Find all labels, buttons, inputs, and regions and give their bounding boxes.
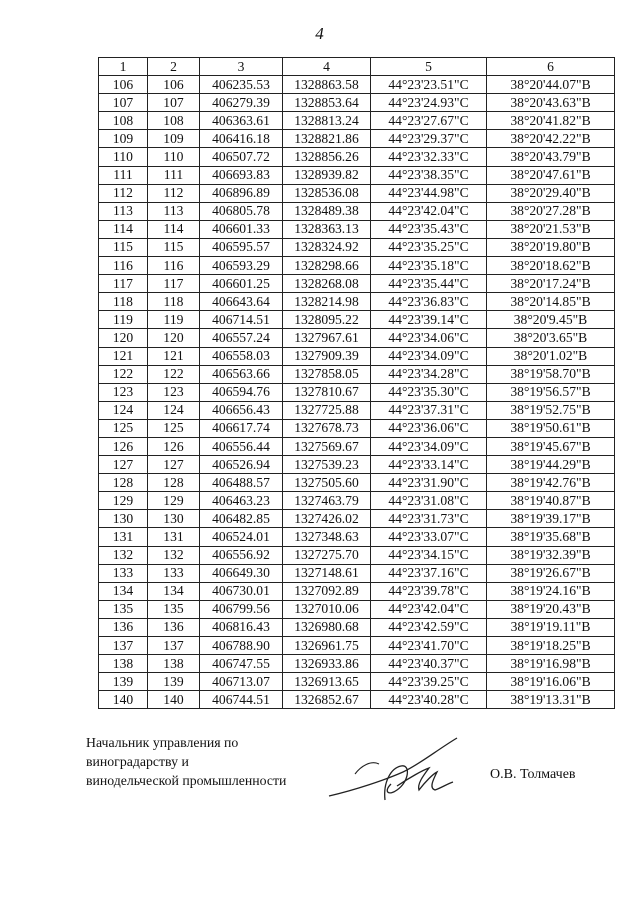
table-cell: 126 <box>148 437 200 455</box>
table-cell: 1327539.23 <box>283 456 371 474</box>
table-cell: 132 <box>99 546 148 564</box>
table-row <box>99 311 615 329</box>
table-row <box>99 238 615 256</box>
handwritten-signature <box>325 730 500 810</box>
table-cell: 406557.24 <box>200 329 283 347</box>
table-cell: 109 <box>148 130 200 148</box>
table-cell: 406788.90 <box>200 637 283 655</box>
column-header: 5 <box>371 58 487 76</box>
table-cell: 1327426.02 <box>283 510 371 528</box>
table-cell: 1328268.08 <box>283 275 371 293</box>
table-cell: 44°23'42.04"С <box>371 600 487 618</box>
table-cell: 44°23'38.35"С <box>371 166 487 184</box>
table-cell: 38°20'43.79"В <box>487 148 615 166</box>
table-row <box>99 546 615 564</box>
table-cell: 122 <box>148 365 200 383</box>
table-cell: 44°23'31.73"С <box>371 510 487 528</box>
table-cell: 131 <box>148 528 200 546</box>
table-cell: 38°19'45.67"В <box>487 437 615 455</box>
table-cell: 138 <box>99 655 148 673</box>
table-cell: 38°19'39.17"В <box>487 510 615 528</box>
table-cell: 44°23'34.09"С <box>371 347 487 365</box>
table-cell: 406488.57 <box>200 474 283 492</box>
table-cell: 1328324.92 <box>283 238 371 256</box>
table-cell: 38°20'41.82"В <box>487 112 615 130</box>
table-cell: 129 <box>99 492 148 510</box>
table-cell: 113 <box>99 202 148 220</box>
table-cell: 38°19'16.98"В <box>487 655 615 673</box>
table-cell: 1328095.22 <box>283 311 371 329</box>
table-cell: 113 <box>148 202 200 220</box>
table-row <box>99 383 615 401</box>
table-cell: 1328863.58 <box>283 76 371 94</box>
table-cell: 123 <box>148 383 200 401</box>
table-cell: 44°23'36.83"С <box>371 293 487 311</box>
table-cell: 1327967.61 <box>283 329 371 347</box>
table-cell: 110 <box>148 148 200 166</box>
signatory-title-line: виноградарству и <box>86 754 189 769</box>
table-cell: 44°23'40.28"С <box>371 691 487 709</box>
table-cell: 406713.07 <box>200 673 283 691</box>
table-cell: 109 <box>99 130 148 148</box>
table-row <box>99 528 615 546</box>
table-cell: 117 <box>99 275 148 293</box>
table-row <box>99 184 615 202</box>
table-row <box>99 419 615 437</box>
table-cell: 1328214.98 <box>283 293 371 311</box>
table-cell: 1328821.86 <box>283 130 371 148</box>
table-cell: 1327858.05 <box>283 365 371 383</box>
table-row <box>99 76 615 94</box>
table-cell: 123 <box>99 383 148 401</box>
table-cell: 44°23'39.14"С <box>371 311 487 329</box>
table-cell: 44°23'34.09"С <box>371 437 487 455</box>
table-cell: 406482.85 <box>200 510 283 528</box>
table-cell: 1326980.68 <box>283 618 371 636</box>
table-cell: 106 <box>99 76 148 94</box>
table-cell: 38°19'44.29"В <box>487 456 615 474</box>
table-cell: 121 <box>99 347 148 365</box>
table-cell: 140 <box>148 691 200 709</box>
table-cell: 44°23'32.33"С <box>371 148 487 166</box>
table-cell: 406747.55 <box>200 655 283 673</box>
column-header: 3 <box>200 58 283 76</box>
table-cell: 406507.72 <box>200 148 283 166</box>
table-cell: 38°19'40.87"В <box>487 492 615 510</box>
signatory-title <box>86 733 286 790</box>
table-cell: 38°19'35.68"В <box>487 528 615 546</box>
table-cell: 128 <box>148 474 200 492</box>
table-cell: 44°23'35.44"С <box>371 275 487 293</box>
table-cell: 44°23'27.67"С <box>371 112 487 130</box>
table-row <box>99 257 615 275</box>
table-cell: 44°23'23.51"С <box>371 76 487 94</box>
table-cell: 38°19'16.06"В <box>487 673 615 691</box>
table-row <box>99 220 615 238</box>
table-body <box>99 76 615 709</box>
signer-name: О.В. Толмачев <box>490 767 576 782</box>
table-row <box>99 582 615 600</box>
table-row <box>99 166 615 184</box>
table-cell: 130 <box>99 510 148 528</box>
table-row <box>99 691 615 709</box>
table-cell: 406649.30 <box>200 564 283 582</box>
table-cell: 138 <box>148 655 200 673</box>
table-cell: 1327505.60 <box>283 474 371 492</box>
table-cell: 44°23'36.06"С <box>371 419 487 437</box>
table-cell: 406416.18 <box>200 130 283 148</box>
table-cell: 1327010.06 <box>283 600 371 618</box>
table-cell: 1327725.88 <box>283 401 371 419</box>
table-cell: 38°20'9.45"В <box>487 311 615 329</box>
table-cell: 1327810.67 <box>283 383 371 401</box>
table-cell: 406799.56 <box>200 600 283 618</box>
table-cell: 1328813.24 <box>283 112 371 130</box>
table-cell: 117 <box>148 275 200 293</box>
table-cell: 406563.66 <box>200 365 283 383</box>
table-cell: 1328489.38 <box>283 202 371 220</box>
table-cell: 38°20'29.40"В <box>487 184 615 202</box>
table-cell: 38°19'42.76"В <box>487 474 615 492</box>
table-cell: 127 <box>99 456 148 474</box>
table-cell: 119 <box>99 311 148 329</box>
table-cell: 406714.51 <box>200 311 283 329</box>
table-cell: 124 <box>99 401 148 419</box>
table-cell: 44°23'33.14"С <box>371 456 487 474</box>
table-cell: 38°19'56.57"В <box>487 383 615 401</box>
coordinates-table <box>98 57 615 709</box>
table-row <box>99 365 615 383</box>
table-cell: 1327909.39 <box>283 347 371 365</box>
table-cell: 136 <box>148 618 200 636</box>
table-cell: 125 <box>99 419 148 437</box>
table-cell: 135 <box>148 600 200 618</box>
table-cell: 114 <box>148 220 200 238</box>
table-cell: 38°20'17.24"В <box>487 275 615 293</box>
table-cell: 406524.01 <box>200 528 283 546</box>
table-row <box>99 510 615 528</box>
table-row <box>99 130 615 148</box>
table-cell: 38°19'18.25"В <box>487 637 615 655</box>
table-cell: 406593.29 <box>200 257 283 275</box>
table-cell: 130 <box>148 510 200 528</box>
table-header-row <box>99 58 615 76</box>
table-cell: 44°23'39.78"С <box>371 582 487 600</box>
table-cell: 1327148.61 <box>283 564 371 582</box>
table-cell: 44°23'41.70"С <box>371 637 487 655</box>
table-row <box>99 492 615 510</box>
table-cell: 131 <box>99 528 148 546</box>
table-cell: 111 <box>99 166 148 184</box>
table-cell: 44°23'37.31"С <box>371 401 487 419</box>
table-cell: 38°20'14.85"В <box>487 293 615 311</box>
table-cell: 1327092.89 <box>283 582 371 600</box>
table-cell: 38°20'44.07"В <box>487 76 615 94</box>
table-cell: 108 <box>99 112 148 130</box>
table-cell: 406896.89 <box>200 184 283 202</box>
table-cell: 44°23'39.25"С <box>371 673 487 691</box>
table-cell: 38°19'24.16"В <box>487 582 615 600</box>
table-cell: 44°23'40.37"С <box>371 655 487 673</box>
table-cell: 108 <box>148 112 200 130</box>
table-cell: 107 <box>148 94 200 112</box>
table-row <box>99 600 615 618</box>
table-cell: 121 <box>148 347 200 365</box>
table-cell: 406279.39 <box>200 94 283 112</box>
table-cell: 107 <box>99 94 148 112</box>
table-cell: 44°23'42.04"С <box>371 202 487 220</box>
table-cell: 1326961.75 <box>283 637 371 655</box>
table-cell: 134 <box>148 582 200 600</box>
table-cell: 133 <box>99 564 148 582</box>
table-cell: 406558.03 <box>200 347 283 365</box>
table-cell: 44°23'37.16"С <box>371 564 487 582</box>
page-number: 4 <box>315 24 324 43</box>
table-cell: 38°20'27.28"В <box>487 202 615 220</box>
table-cell: 115 <box>99 238 148 256</box>
table-cell: 137 <box>148 637 200 655</box>
table-cell: 406617.74 <box>200 419 283 437</box>
table-cell: 44°23'24.93"С <box>371 94 487 112</box>
table-cell: 406656.43 <box>200 401 283 419</box>
table-cell: 38°19'32.39"В <box>487 546 615 564</box>
table-cell: 128 <box>99 474 148 492</box>
table-cell: 38°19'50.61"В <box>487 419 615 437</box>
table-cell: 139 <box>148 673 200 691</box>
table-cell: 406601.33 <box>200 220 283 238</box>
column-header: 1 <box>99 58 148 76</box>
table-cell: 38°19'20.43"В <box>487 600 615 618</box>
signatory-title-line: винодельческой промышленности <box>86 773 287 788</box>
table-row <box>99 564 615 582</box>
table-cell: 38°19'52.75"В <box>487 401 615 419</box>
table-cell: 406693.83 <box>200 166 283 184</box>
table-row <box>99 456 615 474</box>
table-row <box>99 329 615 347</box>
table-cell: 1326913.65 <box>283 673 371 691</box>
table-cell: 1328363.13 <box>283 220 371 238</box>
column-header: 4 <box>283 58 371 76</box>
table-cell: 406595.57 <box>200 238 283 256</box>
table-cell: 1327348.63 <box>283 528 371 546</box>
table-cell: 1328856.26 <box>283 148 371 166</box>
column-header: 2 <box>148 58 200 76</box>
table-cell: 1328536.08 <box>283 184 371 202</box>
table-cell: 137 <box>99 637 148 655</box>
table-cell: 126 <box>99 437 148 455</box>
table-cell: 139 <box>99 673 148 691</box>
table-cell: 1327463.79 <box>283 492 371 510</box>
table-cell: 1328939.82 <box>283 166 371 184</box>
table-cell: 112 <box>99 184 148 202</box>
table-row <box>99 347 615 365</box>
column-header: 6 <box>487 58 615 76</box>
table-cell: 44°23'44.98"С <box>371 184 487 202</box>
table-cell: 133 <box>148 564 200 582</box>
table-row <box>99 275 615 293</box>
table-cell: 1328853.64 <box>283 94 371 112</box>
table-cell: 111 <box>148 166 200 184</box>
table-cell: 38°20'1.02"В <box>487 347 615 365</box>
table-cell: 44°23'35.18"С <box>371 257 487 275</box>
table-cell: 38°19'13.31"В <box>487 691 615 709</box>
table-row <box>99 655 615 673</box>
table-cell: 1327569.67 <box>283 437 371 455</box>
table-cell: 406556.92 <box>200 546 283 564</box>
table-cell: 118 <box>99 293 148 311</box>
table-row <box>99 94 615 112</box>
table-cell: 406526.94 <box>200 456 283 474</box>
table-cell: 44°23'34.06"С <box>371 329 487 347</box>
table-cell: 1327678.73 <box>283 419 371 437</box>
table-cell: 132 <box>148 546 200 564</box>
table-cell: 44°23'31.08"С <box>371 492 487 510</box>
table-cell: 140 <box>99 691 148 709</box>
table-row <box>99 293 615 311</box>
table-cell: 38°20'19.80"В <box>487 238 615 256</box>
table-cell: 1327275.70 <box>283 546 371 564</box>
table-cell: 406556.44 <box>200 437 283 455</box>
table-row <box>99 148 615 166</box>
table-cell: 406463.23 <box>200 492 283 510</box>
table-cell: 125 <box>148 419 200 437</box>
table-cell: 114 <box>99 220 148 238</box>
table-cell: 116 <box>148 257 200 275</box>
table-cell: 38°20'21.53"В <box>487 220 615 238</box>
table-cell: 136 <box>99 618 148 636</box>
table-cell: 1326933.86 <box>283 655 371 673</box>
table-cell: 38°20'42.22"В <box>487 130 615 148</box>
table-cell: 44°23'42.59"С <box>371 618 487 636</box>
table-cell: 44°23'35.43"С <box>371 220 487 238</box>
table-cell: 406594.76 <box>200 383 283 401</box>
table-cell: 38°19'58.70"В <box>487 365 615 383</box>
table-cell: 406816.43 <box>200 618 283 636</box>
table-cell: 127 <box>148 456 200 474</box>
table-cell: 115 <box>148 238 200 256</box>
table-cell: 1328298.66 <box>283 257 371 275</box>
table-cell: 406235.53 <box>200 76 283 94</box>
table-cell: 116 <box>99 257 148 275</box>
table-cell: 135 <box>99 600 148 618</box>
table-row <box>99 437 615 455</box>
table-cell: 38°20'43.63"В <box>487 94 615 112</box>
table-row <box>99 112 615 130</box>
table-cell: 406643.64 <box>200 293 283 311</box>
table-cell: 120 <box>99 329 148 347</box>
table-cell: 122 <box>99 365 148 383</box>
table-cell: 44°23'29.37"С <box>371 130 487 148</box>
table-row <box>99 474 615 492</box>
table-cell: 106 <box>148 76 200 94</box>
table-cell: 44°23'34.15"С <box>371 546 487 564</box>
table-cell: 38°19'19.11"В <box>487 618 615 636</box>
table-cell: 129 <box>148 492 200 510</box>
table-cell: 44°23'35.30"С <box>371 383 487 401</box>
table-cell: 406363.61 <box>200 112 283 130</box>
table-cell: 119 <box>148 311 200 329</box>
table-cell: 44°23'31.90"С <box>371 474 487 492</box>
table-cell: 38°20'3.65"В <box>487 329 615 347</box>
table-cell: 406744.51 <box>200 691 283 709</box>
table-row <box>99 637 615 655</box>
table-row <box>99 202 615 220</box>
table-cell: 44°23'33.07"С <box>371 528 487 546</box>
table-cell: 38°20'47.61"В <box>487 166 615 184</box>
table-cell: 120 <box>148 329 200 347</box>
table-cell: 124 <box>148 401 200 419</box>
table-cell: 1326852.67 <box>283 691 371 709</box>
signatory-title-line: Начальник управления по <box>86 735 239 750</box>
table-row <box>99 401 615 419</box>
table-cell: 134 <box>99 582 148 600</box>
table-cell: 38°19'26.67"В <box>487 564 615 582</box>
table-cell: 406601.25 <box>200 275 283 293</box>
table-row <box>99 618 615 636</box>
table-cell: 38°20'18.62"В <box>487 257 615 275</box>
table-cell: 44°23'35.25"С <box>371 238 487 256</box>
table-cell: 406805.78 <box>200 202 283 220</box>
table-row <box>99 673 615 691</box>
table-cell: 118 <box>148 293 200 311</box>
table-cell: 110 <box>99 148 148 166</box>
table-cell: 112 <box>148 184 200 202</box>
table-cell: 44°23'34.28"С <box>371 365 487 383</box>
table-cell: 406730.01 <box>200 582 283 600</box>
